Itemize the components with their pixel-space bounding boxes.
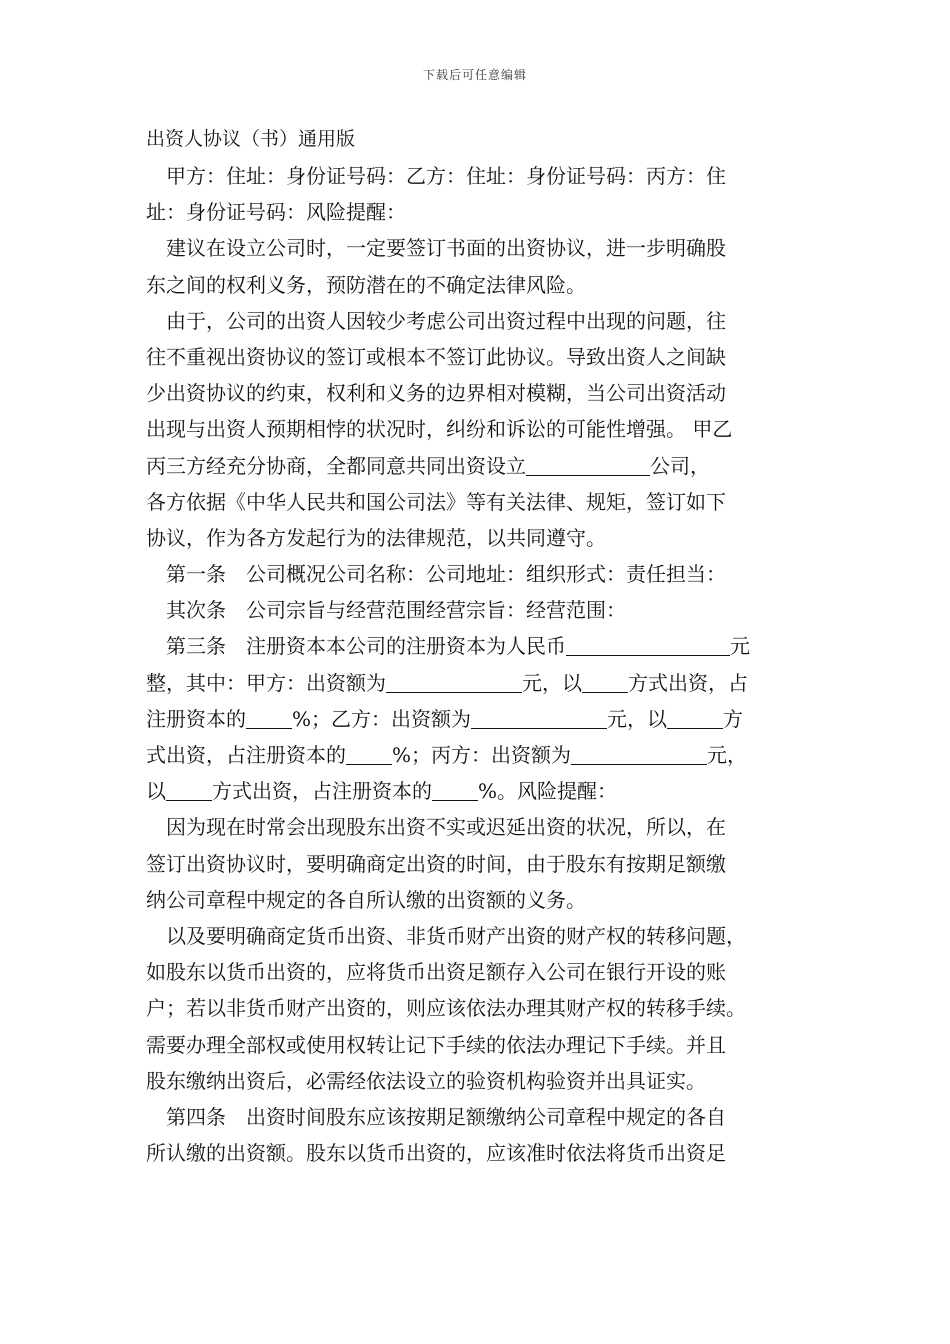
text-line: 往不重视出资协议的签订或根本不签订此协议。导致出资人之间缺 xyxy=(146,344,726,369)
text-line xyxy=(146,665,810,701)
text-segment: 整，其中：甲方：出资额为 xyxy=(146,670,386,695)
text-line: 以及要明确商定货币出资、非货币财产出资的财产权的转移问题， xyxy=(166,923,746,948)
fill-in-blank xyxy=(571,743,707,765)
text-segment: 方 xyxy=(723,706,744,731)
text-segment: 方式出资，占 xyxy=(628,670,748,695)
fill-in-blank xyxy=(386,671,522,693)
text-line: 如股东以货币出资的，应将货币出资足额存入公司在银行开设的账 xyxy=(146,960,726,985)
page-header-note: 下载后可任意编辑 xyxy=(422,68,527,82)
text-line: 其次条 公司宗旨与经营范围经营宗旨：经营范围： xyxy=(166,598,626,623)
text-segment: 公司， xyxy=(650,453,710,478)
text-segment: %；乙方：出资额为 xyxy=(292,706,472,731)
text-line: 建议在设立公司时，一定要签订书面的出资协议，进一步明确股 xyxy=(166,236,726,261)
fill-in-blank xyxy=(667,707,723,729)
text-line: 所认缴的出资额。股东以货币出资的，应该准时依法将货币出资足 xyxy=(146,1141,726,1166)
text-line: 签订出资协议时，要明确商定出资的时间，由于股东有按期足额缴 xyxy=(146,851,726,876)
fill-in-blank xyxy=(246,707,292,729)
text-segment: 元，以 xyxy=(607,706,668,731)
fill-in-blank xyxy=(582,671,628,693)
text-segment: 第三条 注册资本本公司的注册资本为人民币 xyxy=(166,634,566,659)
text-segment: %；丙方：出资额为 xyxy=(392,743,572,767)
text-line: 因为现在时常会出现股东出资不实或迟延出资的状况，所以，在 xyxy=(166,815,726,840)
text-line: 少出资协议的约束，权利和义务的边界相对模糊，当公司出资活动 xyxy=(146,381,726,406)
document-body xyxy=(146,120,810,1171)
text-segment: %。风险提醒： xyxy=(478,779,618,804)
text-segment: 注册资本的 xyxy=(146,706,246,731)
text-line: 东之间的权利义务，预防潜在的不确定法律风险。 xyxy=(146,272,586,297)
text-line xyxy=(146,448,810,484)
document-paragraphs xyxy=(146,158,810,1171)
text-line: 户；若以非货币财产出资的，则应该依法办理其财产权的转移手续。 xyxy=(146,996,746,1021)
fill-in-blank xyxy=(526,454,650,476)
text-line xyxy=(146,773,810,809)
text-line: 址：身份证号码：风险提醒： xyxy=(146,200,406,225)
text-line: 股东缴纳出资后，必需经依法设立的验资机构验资并出具证实。 xyxy=(146,1068,706,1093)
fill-in-blank xyxy=(166,779,212,801)
text-line: 需要办理全部权或使用权转让记下手续的依法办理记下手续。并且 xyxy=(146,1032,726,1057)
text-line: 甲方：住址：身份证号码：乙方：住址：身份证号码：丙方：住 xyxy=(166,164,726,188)
text-line: 第一条 公司概况公司名称：公司地址：组织形式：责任担当： xyxy=(166,562,726,587)
text-segment: 式出资，占注册资本的 xyxy=(146,743,346,767)
text-segment: 以 xyxy=(146,779,166,804)
text-line: 由于，公司的出资人因较少考虑公司出资过程中出现的问题，往 xyxy=(166,308,726,333)
fill-in-blank xyxy=(346,743,392,765)
text-segment: 元 xyxy=(730,634,750,659)
text-line: 出现与出资人预期相悖的状况时，纠纷和诉讼的可能性增强。 甲乙 xyxy=(146,417,733,442)
text-line: 各方依据《中华人民共和国公司法》等有关法律、规矩，签订如下 xyxy=(146,489,726,514)
document-title: 出资人协议（书）通用版 xyxy=(146,128,356,150)
text-segment: 丙三方经充分协商，全都同意共同出资设立 xyxy=(146,453,526,478)
text-line xyxy=(146,737,810,773)
text-segment: 元， xyxy=(707,743,748,767)
text-line: 第四条 出资时间股东应该按期足额缴纳公司章程中规定的各自 xyxy=(166,1104,726,1129)
text-line: 纳公司章程中规定的各自所认缴的出资额的义务。 xyxy=(146,887,586,912)
text-line: 协议，作为各方发起行为的法律规范，以共同遵守。 xyxy=(146,525,606,550)
text-line xyxy=(146,701,810,737)
fill-in-blank xyxy=(432,779,478,801)
text-segment: 元，以 xyxy=(522,670,582,695)
fill-in-blank xyxy=(471,707,607,729)
text-line xyxy=(146,628,810,664)
text-segment: 方式出资，占注册资本的 xyxy=(212,779,432,804)
fill-in-blank xyxy=(566,634,730,656)
